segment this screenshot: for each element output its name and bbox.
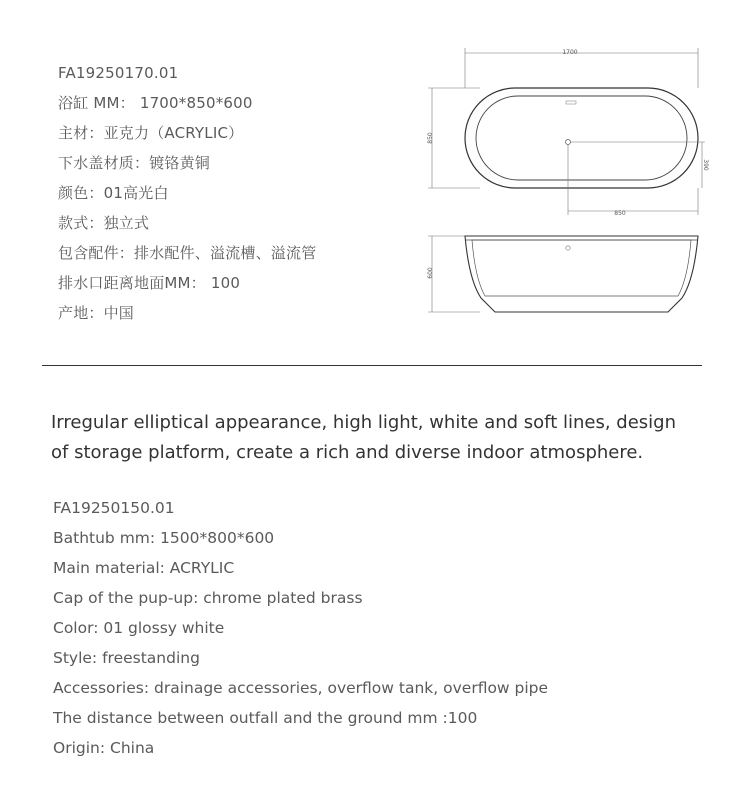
cn-main-material: 主材：亚克力（ACRYLIC） (58, 124, 244, 142)
tub-top-inner (476, 96, 687, 180)
section-divider (42, 365, 702, 366)
product-tagline: Irregular elliptical appearance, high light, white and soft lines, design of storage platform, create a rich and diverse indoor atmosphere. (51, 412, 676, 463)
drain-offset-y-label: 390 (702, 159, 709, 171)
en-accessories: Accessories: drainage accessories, overflow tank, overflow pipe (53, 679, 549, 697)
en-model-number: FA19250150.01 (53, 499, 175, 517)
cn-dimensions: 浴缸 MM： 1700*850*600 (58, 94, 253, 112)
cn-style: 款式：独立式 (58, 214, 150, 232)
top-height-label: 850 (427, 132, 434, 144)
en-dimensions: Bathtub mm: 1500*800*600 (53, 529, 275, 547)
en-main-material: Main material: ACRYLIC (53, 559, 235, 577)
cn-accessories: 包含配件：排水配件、溢流槽、溢流管 (58, 244, 317, 262)
cn-color: 颜色：01高光白 (58, 184, 169, 202)
en-drain-height: The distance between outfall and the ground mm :100 (53, 709, 478, 727)
cn-model-number: FA19250170.01 (58, 64, 179, 82)
top-width-dimension (465, 48, 698, 88)
cn-drain-height: 排水口距离地面MM： 100 (58, 274, 241, 292)
bathtub-technical-drawing (420, 40, 720, 320)
side-height-label: 600 (427, 267, 434, 279)
en-style: Style: freestanding (53, 649, 200, 667)
en-drain-cap-material: Cap of the pup-up: chrome plated brass (53, 589, 363, 607)
drain-offset-x-label: 850 (614, 210, 626, 217)
cn-drain-cap-material: 下水盖材质：镀铬黄铜 (58, 154, 211, 172)
chinese-spec-list (58, 58, 316, 328)
en-color: Color: 01 glossy white (53, 619, 225, 637)
top-width-label: 1700 (562, 49, 578, 56)
english-spec-list (53, 493, 548, 763)
cn-origin: 产地：中国 (58, 304, 135, 322)
tub-side-outer (465, 236, 698, 312)
en-origin: Origin: China (53, 739, 155, 757)
